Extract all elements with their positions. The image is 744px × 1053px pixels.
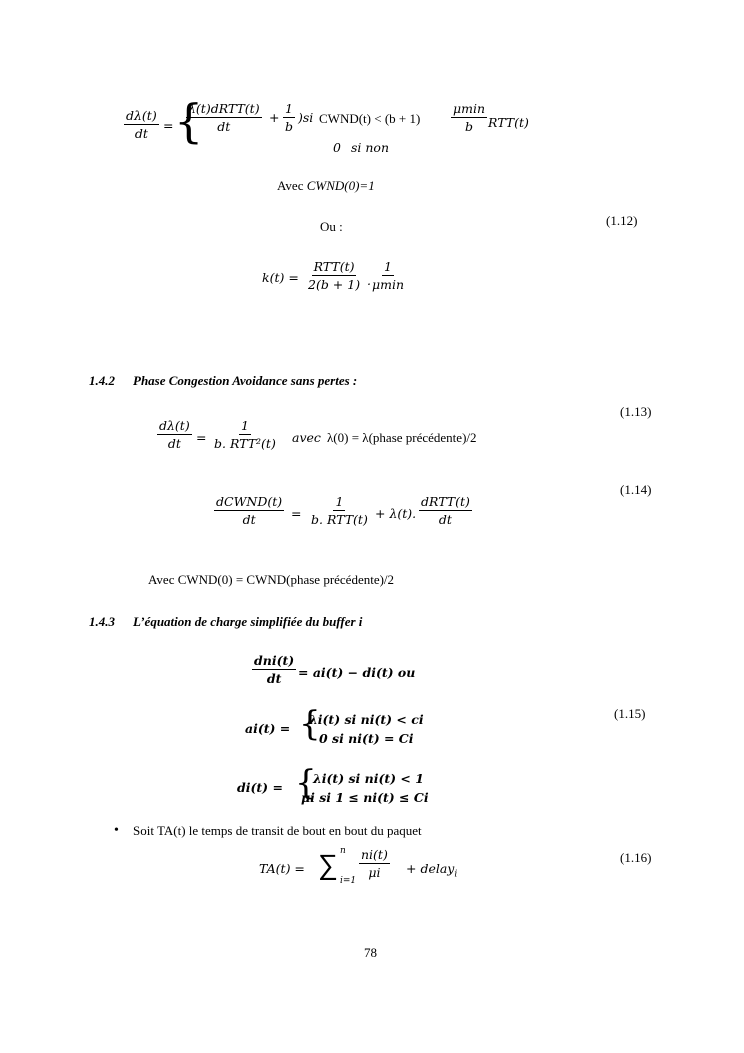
eq-1-13-avec: avec [292, 430, 321, 445]
eq-1-15-ai-case2: 0 si ni(t) = Ci [319, 731, 414, 746]
left-brace-icon: { [295, 763, 317, 803]
eq-1-12-case1-denominator: dt [217, 119, 231, 134]
eq-1-12-lhs-fraction [124, 108, 159, 141]
eq-1-14-lhs-denominator: dt [242, 512, 256, 527]
eq-1-15-ai-case1: λi(t) si ni(t) < ci [309, 712, 424, 727]
page-number: 78 [364, 945, 377, 960]
eq-1-15-di-case2: μi si 1 ≤ ni(t) ≤ Ci [301, 790, 429, 805]
eq-1-13-rhs-numerator: 1 [240, 418, 249, 433]
avec-word: Avec [277, 178, 304, 193]
eq-1-16-delay-subscript: i [454, 869, 458, 880]
eq-1-15-di-lhs: di(t) = [237, 780, 283, 795]
eq-1-12-case1-frac2-denominator: b [285, 119, 294, 134]
eq-1-12-mu-denominator: b [465, 119, 474, 134]
eq-1-15-dn-rhs: = ai(t) − di(t) ou [298, 665, 416, 680]
section-title-1-4-3: L’équation de charge simplifiée du buffer i [133, 614, 363, 629]
equation-number-1-15: (1.15) [614, 706, 646, 721]
eq-1-12-avec [277, 178, 375, 194]
bullet-text-transit-time: Soit TA(t) le temps de transit de bout en bout du paquet [133, 823, 422, 838]
eq-1-12-case2-value: 0 [333, 140, 341, 155]
eq-1-14-avec-line: Avec CWND(0) = CWND(phase précédente)/2 [148, 572, 395, 587]
eq-1-12-k-denominator: 2(b + 1) [308, 277, 361, 292]
eq-1-13-lhs-denominator: dt [167, 436, 181, 451]
left-brace-icon: { [174, 94, 204, 148]
section-number-1-4-3: 1.4.3 [89, 614, 115, 629]
eq-1-12-case1-fraction2 [283, 101, 295, 134]
eq-1-16-sum-lower: i=1 [340, 876, 357, 886]
eq-1-12-k2-numerator: 1 [384, 259, 392, 274]
eq-1-12-lhs-denominator: dt [134, 126, 148, 141]
eq-1-12-k2-denominator: μmin [372, 277, 405, 292]
left-brace-icon: { [299, 704, 321, 744]
eq-1-12-mu-numerator: μmin [453, 101, 486, 116]
eq-1-12-case1-condition: )si [298, 110, 314, 125]
eq-1-13-equals: = [196, 430, 207, 445]
eq-1-12-case1-cwnd: CWND(t) < (b + 1) [319, 111, 421, 126]
equation-number-1-14: (1.14) [620, 482, 652, 497]
section-number-1-4-2: 1.4.2 [89, 373, 115, 388]
eq-1-12-mu-fraction [451, 101, 487, 134]
eq-1-14-middle-term: + λ(t). [375, 506, 417, 521]
eq-1-14-fraction2 [419, 494, 472, 527]
eq-1-12-equals: = [163, 118, 174, 133]
eq-1-15-dn-numerator: dni(t) [254, 653, 295, 668]
eq-1-13-lhs-fraction [157, 418, 192, 451]
eq-1-12-k-dot: . [367, 273, 371, 288]
eq-1-16-fraction [359, 847, 390, 880]
eq-1-15-ai-lhs: ai(t) = [245, 721, 291, 736]
bullet-icon: • [114, 823, 119, 838]
eq-1-14-frac1-denominator: b. RTT(t) [311, 512, 368, 527]
eq-1-13-lhs-numerator: dλ(t) [159, 418, 190, 433]
eq-1-16-sum-upper: n [340, 846, 346, 856]
eq-1-12-k-lhs: k(t) = [262, 270, 299, 285]
equation-number-1-12: (1.12) [606, 213, 638, 228]
eq-1-14-frac1-numerator: 1 [335, 494, 344, 509]
eq-1-16-denominator: μi [368, 865, 381, 880]
eq-1-12-ou: Ou : [320, 219, 343, 234]
eq-1-14-frac2-numerator: dRTT(t) [421, 494, 470, 509]
eq-1-13-initial-condition: λ(0) = λ(phase précédente)/2 [327, 430, 477, 445]
sigma-icon: ∑ [318, 848, 338, 881]
eq-1-15-di-case1: λi(t) si ni(t) < 1 [313, 771, 424, 786]
eq-1-12-k-numerator: RTT(t) [313, 259, 355, 274]
equation-number-1-13: (1.13) [620, 404, 652, 419]
eq-1-12-case1-frac2-numerator: 1 [285, 101, 293, 116]
eq-1-12-k-fraction [306, 259, 362, 292]
section-title-1-4-2: Phase Congestion Avoidance sans pertes : [133, 373, 358, 388]
equation-number-1-16: (1.16) [620, 850, 652, 865]
eq-1-14-lhs-fraction [214, 494, 284, 527]
eq-1-13-rhs-denominator: b. RTT²(t) [214, 436, 276, 451]
eq-1-12-plus: + [269, 110, 280, 125]
eq-1-16-delay: + delay [406, 861, 455, 876]
eq-1-13-rhs-fraction [212, 418, 278, 451]
eq-1-12-case1-fraction [186, 101, 262, 134]
eq-1-16-delay-term [406, 861, 457, 880]
eq-1-14-lhs-numerator: dCWND(t) [216, 494, 283, 509]
eq-1-14-frac2-denominator: dt [438, 512, 452, 527]
eq-1-14-equals: = [291, 506, 302, 521]
eq-1-12-case1-numerator: λ(t)dRTT(t) [188, 101, 260, 116]
avec-condition: CWND(0)=1 [306, 178, 375, 193]
eq-1-12-case2-condition: si non [351, 140, 390, 155]
eq-1-15-dn-denominator: dt [266, 671, 282, 686]
eq-1-16-numerator: ni(t) [361, 847, 388, 862]
eq-1-16-lhs: TA(t) = [259, 861, 305, 876]
eq-1-14-fraction1 [309, 494, 370, 527]
eq-1-12-rtt: RTT(t) [488, 115, 529, 130]
eq-1-12-k2-fraction [370, 259, 406, 292]
eq-1-12-lhs-numerator: dλ(t) [126, 108, 157, 123]
eq-1-15-dn-fraction [252, 653, 296, 686]
